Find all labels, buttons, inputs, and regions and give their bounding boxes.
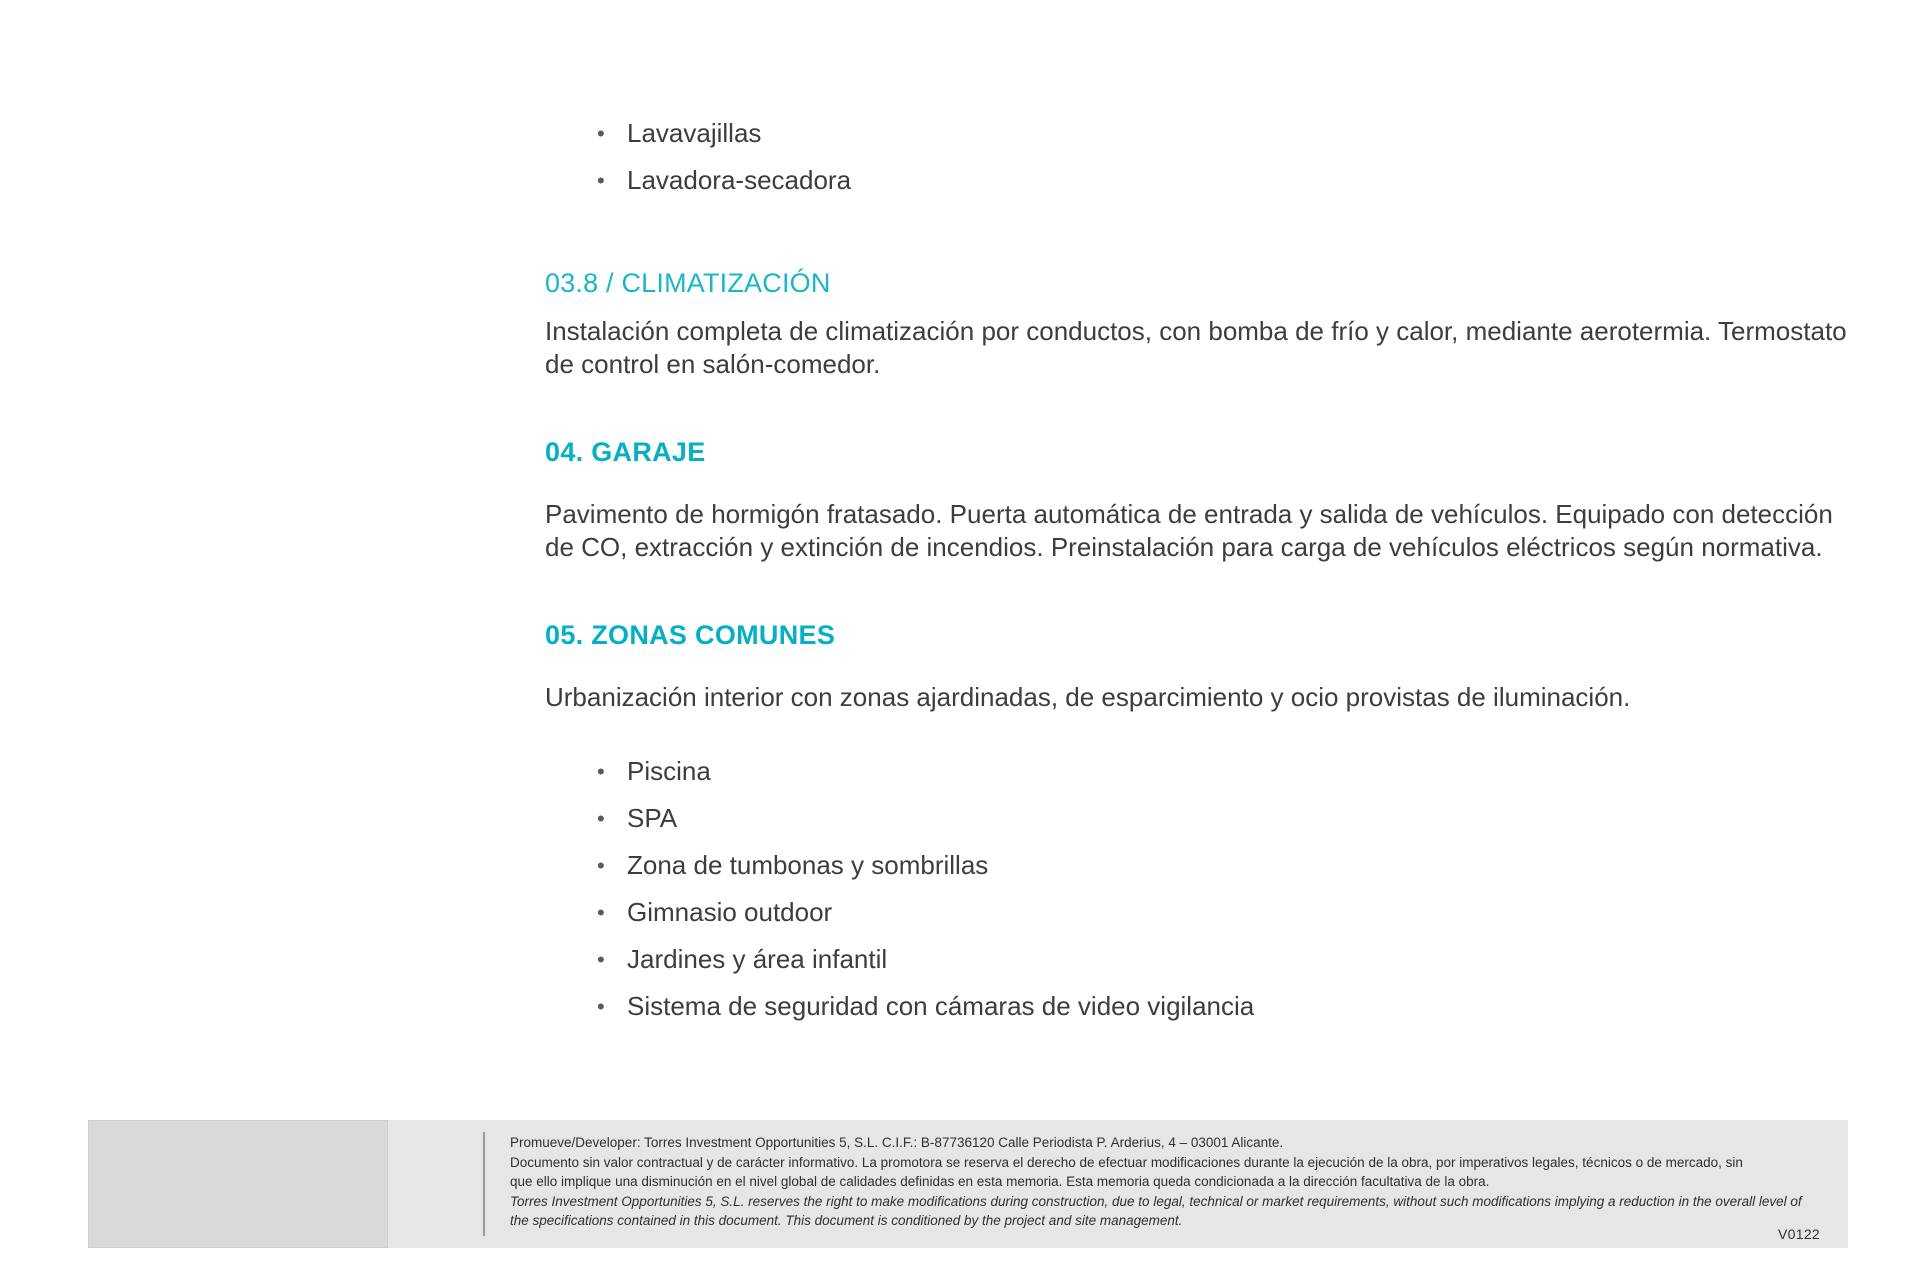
list-item-label: Piscina (627, 756, 711, 786)
list-item (545, 157, 1865, 204)
appliance-list (545, 110, 1865, 204)
list-item (545, 748, 1865, 795)
section-paragraph-garaje: Pavimento de hormigón fratasado. Puerta automática de entrada y salida de vehículos. Equipado con detección de CO, extracción y extinción de incendios. Preinstalación para carga de vehículos eléctricos según normativa. (545, 499, 1833, 562)
bullet-icon: • (597, 853, 605, 878)
bullet-icon: • (597, 168, 605, 193)
list-item (545, 110, 1865, 157)
list-item (545, 795, 1865, 842)
footer-legal-text (510, 1133, 1900, 1231)
list-item (545, 983, 1865, 1030)
bullet-icon: • (597, 759, 605, 784)
footer-line-5: the specifications contained in this document. This document is conditioned by the project and site management. (510, 1213, 1183, 1228)
footer-line-2: Documento sin valor contractual y de carácter informativo. La promotora se reserva el derecho de efectuar modificaciones durante la ejecución de la obra, por imperativos legales, técnicos o de mercado, sin (510, 1154, 1743, 1170)
bullet-icon: • (597, 947, 605, 972)
document-content (545, 110, 1865, 1030)
list-item (545, 842, 1865, 889)
list-item-label: Gimnasio outdoor (627, 897, 833, 927)
list-item-label: Lavadora-secadora (627, 165, 852, 195)
footer-logo-placeholder (88, 1120, 388, 1248)
bullet-icon: • (597, 806, 605, 831)
section-paragraph-zonas-comunes: Urbanización interior con zonas ajardinadas, de esparcimiento y ocio provistas de iluminación. (545, 682, 1631, 712)
footer-line-3: que ello implique una disminución en el nivel global de calidades definidas en esta memoria. Esta memoria queda condicionada a la dirección facultativa de la obra. (510, 1174, 1490, 1189)
footer-divider (483, 1132, 485, 1236)
zonas-comunes-list (545, 748, 1865, 1030)
bullet-icon: • (597, 994, 605, 1019)
list-item-label: Lavavajillas (627, 118, 762, 148)
list-item-label: SPA (627, 803, 678, 833)
section-heading-zonas-comunes: 05. ZONAS COMUNES (545, 620, 836, 650)
document-version: V0122 (1778, 1226, 1820, 1242)
section-heading-climatizacion: 03.8 / CLIMATIZACIÓN (545, 268, 831, 298)
list-item-label: Zona de tumbonas y sombrillas (627, 850, 989, 880)
page-footer (88, 1120, 1848, 1248)
list-item-label: Sistema de seguridad con cámaras de video vigilancia (627, 991, 1255, 1021)
footer-line-1: Promueve/Developer: Torres Investment Opportunities 5, S.L. C.I.F.: B-87736120 Calle Periodista P. Arderius, 4 – 03001 Alicante. (510, 1135, 1284, 1150)
list-item (545, 936, 1865, 983)
footer-line-4: Torres Investment Opportunities 5, S.L. reserves the right to make modifications during construction, due to legal, technical or market requirements, without such modifications implying a reduction in the overall level of (510, 1193, 1802, 1209)
list-item-label: Jardines y área infantil (627, 944, 888, 974)
section-paragraph-climatizacion: Instalación completa de climatización por conductos, con bomba de frío y calor, mediante aerotermia. Termostato de control en salón-comedor. (545, 316, 1847, 379)
bullet-icon: • (597, 900, 605, 925)
bullet-icon: • (597, 121, 605, 146)
section-heading-garaje: 04. GARAJE (545, 437, 706, 467)
list-item (545, 889, 1865, 936)
